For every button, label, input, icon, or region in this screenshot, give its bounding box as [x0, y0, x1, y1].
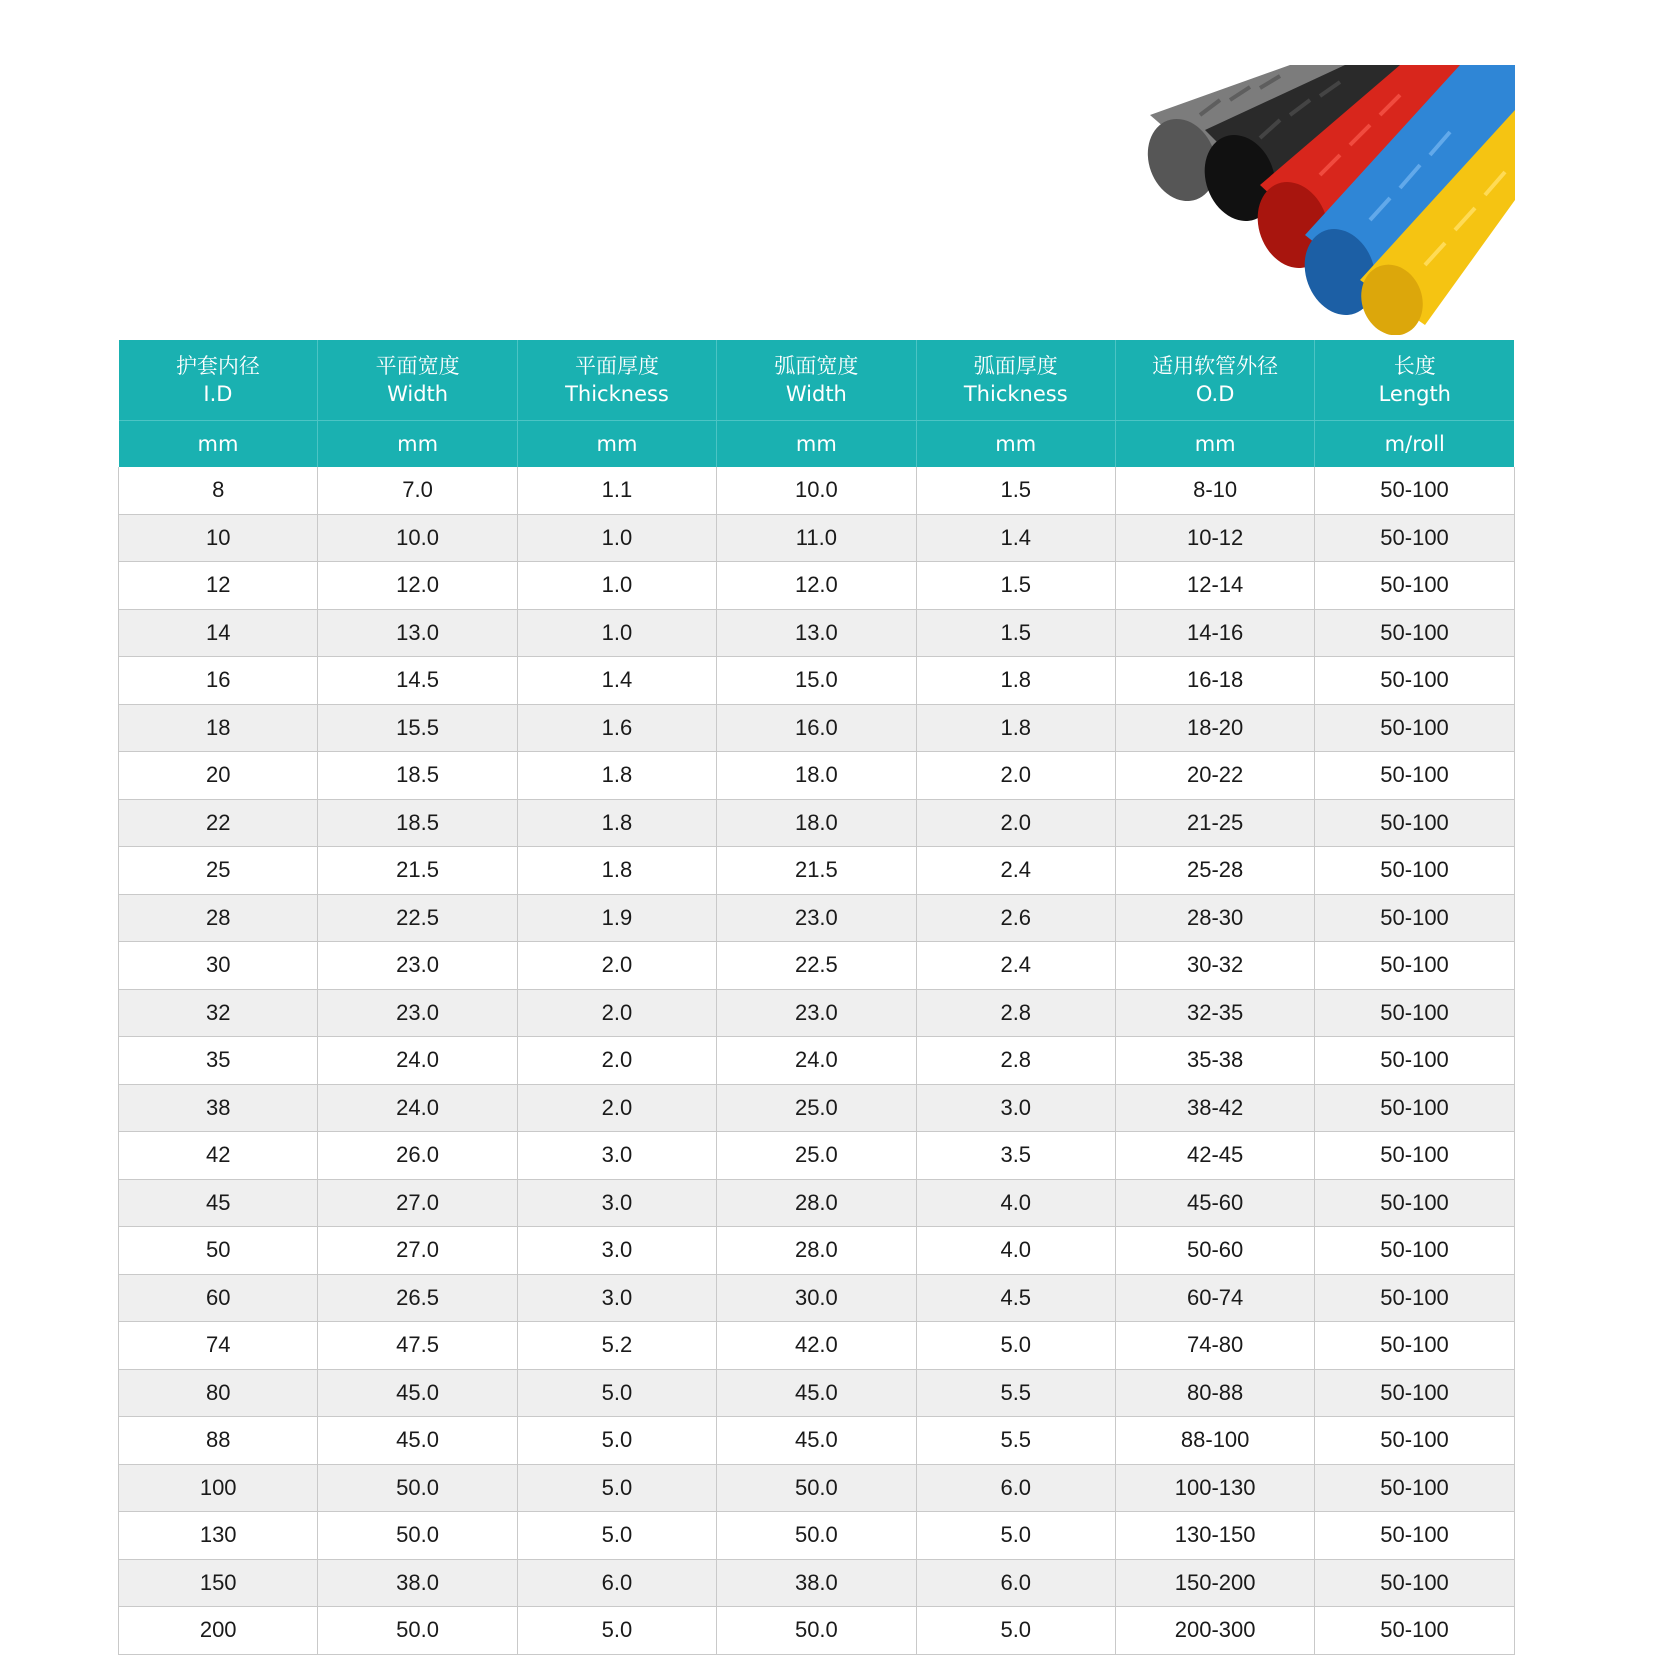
table-cell: 74: [119, 1322, 318, 1370]
table-cell: 35-38: [1115, 1037, 1314, 1085]
table-cell: 5.0: [517, 1464, 716, 1512]
table-cell: 25: [119, 847, 318, 895]
column-header: [318, 340, 517, 421]
table-cell: 26.5: [318, 1274, 517, 1322]
column-header: [1315, 340, 1514, 421]
table-cell: 25.0: [717, 1084, 916, 1132]
table-cell: 2.0: [517, 989, 716, 1037]
table-cell: 14-16: [1115, 609, 1314, 657]
table-cell: 5.0: [916, 1607, 1115, 1655]
table-cell: 45.0: [318, 1417, 517, 1465]
table-cell: 1.8: [916, 704, 1115, 752]
table-cell: 50-100: [1315, 1369, 1514, 1417]
table-cell: 50: [119, 1227, 318, 1275]
table-cell: 50-100: [1315, 467, 1514, 514]
table-cell: 6.0: [916, 1464, 1115, 1512]
column-unit: mm: [1115, 421, 1314, 468]
table-cell: 2.0: [517, 942, 716, 990]
table-cell: 80: [119, 1369, 318, 1417]
table-cell: 1.0: [517, 562, 716, 610]
table-cell: 50-100: [1315, 1607, 1514, 1655]
table-cell: 50.0: [717, 1464, 916, 1512]
table-cell: 2.0: [916, 799, 1115, 847]
table-cell: 50-100: [1315, 1227, 1514, 1275]
table-cell: 1.5: [916, 609, 1115, 657]
table-row: [119, 1369, 1515, 1417]
column-header: [916, 340, 1115, 421]
table-cell: 50-100: [1315, 894, 1514, 942]
column-header-en: Thickness: [963, 382, 1068, 406]
table-cell: 42: [119, 1132, 318, 1180]
column-header: [1115, 340, 1314, 421]
table-cell: 3.0: [517, 1274, 716, 1322]
table-cell: 150-200: [1115, 1559, 1314, 1607]
table-cell: 20: [119, 752, 318, 800]
table-cell: 5.0: [916, 1512, 1115, 1560]
table-cell: 8: [119, 467, 318, 514]
table-cell: 16: [119, 657, 318, 705]
table-cell: 45.0: [717, 1417, 916, 1465]
table-cell: 15.0: [717, 657, 916, 705]
table-cell: 3.5: [916, 1132, 1115, 1180]
header-unit-row: [119, 421, 1515, 468]
column-header: [119, 340, 318, 421]
table-cell: 50-100: [1315, 1132, 1514, 1180]
table-cell: 21.5: [318, 847, 517, 895]
table-cell: 1.8: [517, 799, 716, 847]
table-cell: 24.0: [318, 1037, 517, 1085]
table-cell: 1.8: [916, 657, 1115, 705]
table-cell: 5.0: [517, 1607, 716, 1655]
table-cell: 28-30: [1115, 894, 1314, 942]
table-cell: 88-100: [1115, 1417, 1314, 1465]
table-cell: 14: [119, 609, 318, 657]
table-cell: 60-74: [1115, 1274, 1314, 1322]
table-cell: 28.0: [717, 1227, 916, 1275]
table-cell: 1.5: [916, 467, 1115, 514]
column-header-en: Thickness: [565, 382, 669, 406]
table-cell: 28.0: [717, 1179, 916, 1227]
table-cell: 22.5: [717, 942, 916, 990]
table-row: [119, 894, 1515, 942]
table-row: [119, 467, 1515, 514]
column-header-cn: 弧面厚度: [973, 354, 1058, 378]
table-cell: 50.0: [717, 1512, 916, 1560]
table-cell: 50-100: [1315, 562, 1514, 610]
table-cell: 200-300: [1115, 1607, 1314, 1655]
table-cell: 23.0: [717, 894, 916, 942]
table-cell: 38: [119, 1084, 318, 1132]
table-cell: 32: [119, 989, 318, 1037]
column-header-cn: 弧面宽度: [774, 354, 859, 378]
column-unit: mm: [916, 421, 1115, 468]
table-cell: 3.0: [517, 1132, 716, 1180]
table-cell: 1.8: [517, 752, 716, 800]
table-cell: 50.0: [318, 1464, 517, 1512]
table-cell: 45.0: [717, 1369, 916, 1417]
table-row: [119, 752, 1515, 800]
table-cell: 23.0: [318, 989, 517, 1037]
column-header-en: Width: [387, 382, 449, 406]
table-cell: 10.0: [318, 514, 517, 562]
column-unit: mm: [119, 421, 318, 468]
header-title-row: [119, 340, 1515, 421]
table-cell: 45-60: [1115, 1179, 1314, 1227]
table-row: [119, 1084, 1515, 1132]
table-cell: 50-100: [1315, 799, 1514, 847]
table-cell: 2.8: [916, 1037, 1115, 1085]
table-cell: 3.0: [916, 1084, 1115, 1132]
column-header-en: I.D: [203, 382, 233, 406]
column-header-en: Length: [1378, 382, 1451, 406]
table-row: [119, 562, 1515, 610]
table-cell: 100: [119, 1464, 318, 1512]
table-cell: 2.4: [916, 942, 1115, 990]
table-cell: 1.4: [517, 657, 716, 705]
table-cell: 42.0: [717, 1322, 916, 1370]
table-cell: 50.0: [717, 1607, 916, 1655]
table-cell: 50-100: [1315, 1417, 1514, 1465]
table-cell: 13.0: [318, 609, 517, 657]
table-cell: 60: [119, 1274, 318, 1322]
table-cell: 6.0: [517, 1559, 716, 1607]
table-cell: 20-22: [1115, 752, 1314, 800]
table-row: [119, 942, 1515, 990]
table-cell: 45.0: [318, 1369, 517, 1417]
column-header-cn: 平面宽度: [375, 354, 460, 378]
table-cell: 18.0: [717, 752, 916, 800]
table-cell: 5.0: [916, 1322, 1115, 1370]
table-cell: 50.0: [318, 1512, 517, 1560]
column-header-en: Width: [785, 382, 847, 406]
table-row: [119, 1037, 1515, 1085]
table-cell: 24.0: [717, 1037, 916, 1085]
table-cell: 45: [119, 1179, 318, 1227]
column-header-cn: 平面厚度: [574, 354, 659, 378]
table-cell: 16-18: [1115, 657, 1314, 705]
table-cell: 50-100: [1315, 752, 1514, 800]
table-cell: 10-12: [1115, 514, 1314, 562]
table-cell: 5.5: [916, 1417, 1115, 1465]
table-cell: 80-88: [1115, 1369, 1314, 1417]
table-cell: 5.0: [517, 1369, 716, 1417]
table-cell: 38.0: [717, 1559, 916, 1607]
table-cell: 42-45: [1115, 1132, 1314, 1180]
table-row: [119, 799, 1515, 847]
table-row: [119, 1179, 1515, 1227]
table-cell: 50-100: [1315, 847, 1514, 895]
table-cell: 18.5: [318, 799, 517, 847]
table-row: [119, 1559, 1515, 1607]
table-cell: 50-100: [1315, 514, 1514, 562]
table-cell: 14.5: [318, 657, 517, 705]
table-cell: 2.0: [517, 1084, 716, 1132]
table-cell: 1.6: [517, 704, 716, 752]
table-cell: 50-100: [1315, 704, 1514, 752]
table-cell: 88: [119, 1417, 318, 1465]
table-cell: 28: [119, 894, 318, 942]
table-cell: 3.0: [517, 1179, 716, 1227]
table-row: [119, 657, 1515, 705]
table-cell: 6.0: [916, 1559, 1115, 1607]
table-cell: 10: [119, 514, 318, 562]
table-cell: 10.0: [717, 467, 916, 514]
table-cell: 22: [119, 799, 318, 847]
table-cell: 38-42: [1115, 1084, 1314, 1132]
column-header: [517, 340, 716, 421]
table-cell: 21.5: [717, 847, 916, 895]
table-cell: 32-35: [1115, 989, 1314, 1037]
table-cell: 30-32: [1115, 942, 1314, 990]
table-cell: 30: [119, 942, 318, 990]
table-cell: 27.0: [318, 1179, 517, 1227]
column-unit: mm: [318, 421, 517, 468]
column-header-en: O.D: [1195, 382, 1235, 406]
table-cell: 50-100: [1315, 1464, 1514, 1512]
table-cell: 24.0: [318, 1084, 517, 1132]
spec-table: [118, 340, 1515, 1655]
table-cell: 27.0: [318, 1227, 517, 1275]
table-cell: 50-100: [1315, 1179, 1514, 1227]
table-cell: 50-100: [1315, 1037, 1514, 1085]
table-cell: 150: [119, 1559, 318, 1607]
table-cell: 100-130: [1115, 1464, 1314, 1512]
table-cell: 2.0: [517, 1037, 716, 1085]
table-cell: 5.2: [517, 1322, 716, 1370]
table-cell: 3.0: [517, 1227, 716, 1275]
table-cell: 1.0: [517, 514, 716, 562]
column-unit: m/roll: [1315, 421, 1514, 468]
table-cell: 13.0: [717, 609, 916, 657]
table-cell: 35: [119, 1037, 318, 1085]
table-row: [119, 847, 1515, 895]
table-cell: 12.0: [717, 562, 916, 610]
column-header-cn: 适用软管外径: [1152, 354, 1279, 378]
table-cell: 11.0: [717, 514, 916, 562]
table-row: [119, 1464, 1515, 1512]
table-cell: 22.5: [318, 894, 517, 942]
table-cell: 130-150: [1115, 1512, 1314, 1560]
table-row: [119, 1417, 1515, 1465]
table-cell: 4.0: [916, 1227, 1115, 1275]
table-cell: 50-100: [1315, 609, 1514, 657]
column-header-cn: 长度: [1393, 354, 1436, 378]
table-cell: 26.0: [318, 1132, 517, 1180]
table-cell: 25-28: [1115, 847, 1314, 895]
table-cell: 1.9: [517, 894, 716, 942]
table-cell: 5.0: [517, 1417, 716, 1465]
table-cell: 1.1: [517, 467, 716, 514]
table-cell: 30.0: [717, 1274, 916, 1322]
spec-table-body: [119, 467, 1515, 1654]
table-cell: 18-20: [1115, 704, 1314, 752]
table-row: [119, 704, 1515, 752]
column-unit: mm: [517, 421, 716, 468]
table-row: [119, 1322, 1515, 1370]
table-row: [119, 1132, 1515, 1180]
column-unit: mm: [717, 421, 916, 468]
table-cell: 15.5: [318, 704, 517, 752]
table-row: [119, 1607, 1515, 1655]
table-row: [119, 1274, 1515, 1322]
table-cell: 50.0: [318, 1607, 517, 1655]
table-cell: 2.8: [916, 989, 1115, 1037]
table-cell: 50-100: [1315, 657, 1514, 705]
table-cell: 50-100: [1315, 1274, 1514, 1322]
table-cell: 50-60: [1115, 1227, 1314, 1275]
table-cell: 50-100: [1315, 1559, 1514, 1607]
table-cell: 8-10: [1115, 467, 1314, 514]
table-cell: 18.5: [318, 752, 517, 800]
table-cell: 1.5: [916, 562, 1115, 610]
column-header: [717, 340, 916, 421]
table-cell: 1.0: [517, 609, 716, 657]
table-cell: 50-100: [1315, 942, 1514, 990]
column-header-cn: 护套内径: [175, 354, 260, 378]
spiral-hose-guards-image: [1130, 60, 1530, 335]
table-cell: 130: [119, 1512, 318, 1560]
table-cell: 16.0: [717, 704, 916, 752]
table-cell: 23.0: [318, 942, 517, 990]
table-cell: 200: [119, 1607, 318, 1655]
table-cell: 1.8: [517, 847, 716, 895]
table-cell: 7.0: [318, 467, 517, 514]
table-cell: 12: [119, 562, 318, 610]
table-cell: 74-80: [1115, 1322, 1314, 1370]
table-cell: 50-100: [1315, 1084, 1514, 1132]
table-cell: 2.6: [916, 894, 1115, 942]
table-cell: 21-25: [1115, 799, 1314, 847]
table-cell: 25.0: [717, 1132, 916, 1180]
table-cell: 5.5: [916, 1369, 1115, 1417]
table-cell: 4.0: [916, 1179, 1115, 1227]
table-cell: 50-100: [1315, 1322, 1514, 1370]
table-cell: 50-100: [1315, 989, 1514, 1037]
table-cell: 2.0: [916, 752, 1115, 800]
table-cell: 18: [119, 704, 318, 752]
table-row: [119, 514, 1515, 562]
table-row: [119, 989, 1515, 1037]
table-cell: 12.0: [318, 562, 517, 610]
table-cell: 18.0: [717, 799, 916, 847]
table-cell: 4.5: [916, 1274, 1115, 1322]
table-cell: 12-14: [1115, 562, 1314, 610]
table-cell: 47.5: [318, 1322, 517, 1370]
table-cell: 23.0: [717, 989, 916, 1037]
table-row: [119, 1512, 1515, 1560]
table-row: [119, 1227, 1515, 1275]
table-cell: 5.0: [517, 1512, 716, 1560]
table-row: [119, 609, 1515, 657]
table-cell: 38.0: [318, 1559, 517, 1607]
table-cell: 50-100: [1315, 1512, 1514, 1560]
table-cell: 1.4: [916, 514, 1115, 562]
table-cell: 2.4: [916, 847, 1115, 895]
